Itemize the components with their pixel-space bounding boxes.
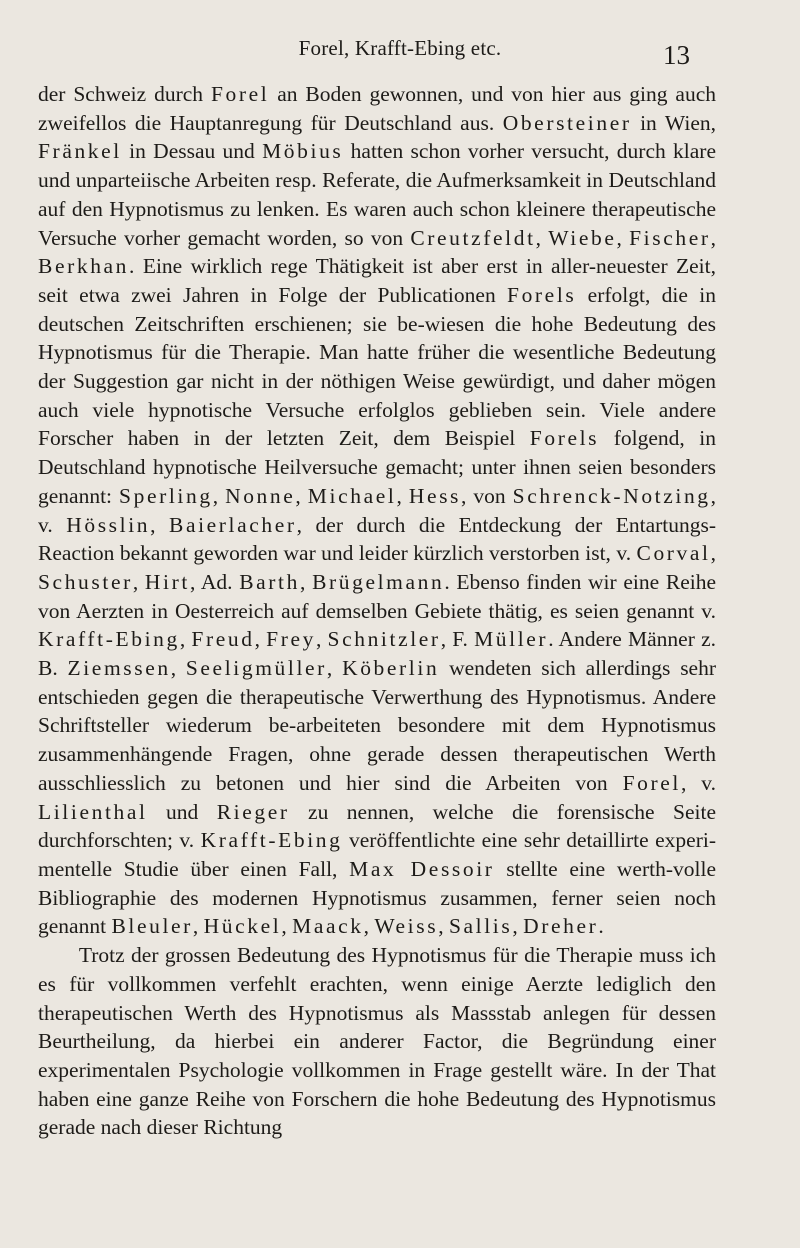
text-run: , der durch die Entdeckung der Entartungs-Reaction bekannt geworden war und leider kürzlich verstorben ist, v. [38, 512, 717, 566]
page-number: 13 [663, 40, 690, 70]
author-name: Möbius [262, 139, 344, 164]
text-run: Trotz der grossen Bedeutung des Hypnotismus für die Therapie muss ich es für vollkommen verfehlt erachten, wenn einige Aerzte lediglich den therapeutischen Werth des Hypnotismus als Massstab anlegen für dessen Beurtheilung, da hierbei ein anderer Factor, die Begründung einer experimentalen Psychologie vollkommen in Frage gestellt wäre. In der That haben eine ganze Reihe von Forschern die hohe Bedeutung des Hypnotismus gerade nach dieser Richtung [38, 943, 716, 1140]
text-run: , [512, 914, 524, 939]
text-run: an Boden gewonnen, und von hier aus ging auch zweifellos die Hauptanregung für Deutschland aus. [38, 82, 716, 135]
text-run: , [396, 483, 409, 508]
author-name: Michael [307, 483, 397, 508]
text-run: . Andere Männer z. B. [38, 627, 716, 681]
text-run: , [281, 914, 293, 939]
author-name: Köberlin [342, 656, 440, 681]
text-run: und [147, 799, 217, 824]
author-name: Bleuler [111, 914, 193, 939]
text-run: , [299, 569, 313, 594]
text-run: , [295, 483, 308, 508]
author-name: Berkhan [38, 254, 130, 279]
author-name: Nonne [225, 483, 296, 508]
author-name: Corval [636, 541, 711, 566]
text-run: folgend, in Deutschland hypnotische Heilversuche gemacht; unter ihnen seien besonders genannt: [38, 426, 716, 508]
author-name: Weiss [374, 914, 439, 939]
author-name: Wiebe [548, 225, 617, 250]
text-run: , [170, 656, 186, 681]
author-name: Forel [210, 82, 270, 106]
text-run: , [315, 627, 328, 652]
text-run: , [616, 225, 630, 250]
text-run: , [192, 914, 204, 939]
author-name: Obersteiner [502, 110, 632, 135]
text-run: , Ad. [189, 569, 240, 594]
text-run: , [179, 627, 192, 652]
paragraph [38, 80, 716, 941]
text-run: in Wien, [631, 110, 716, 135]
author-name: Seeligmüller [185, 656, 327, 681]
text-run: veröffentlichte eine sehr detaillirte experi-mentelle Studie über einen Fall, [38, 828, 716, 881]
text-run: , von [461, 483, 513, 508]
author-name: Forel [622, 770, 681, 795]
text-run: . [598, 914, 604, 939]
author-name: Dreher [523, 914, 599, 939]
author-name: Maack [292, 914, 364, 939]
author-name: Hückel [203, 914, 282, 939]
text-run: in Dessau und [121, 139, 263, 164]
author-name: Frey [266, 627, 316, 652]
text-run: wendeten sich allerdings sehr entschieden gegen die therapeutische Verwerthung des Hypnotismus. Andere Schriftsteller wiederum be-arbeiteten besondere mit dem Hypnotismus zusammenhängende Fragen, ohne gerade dessen therapeutischen Werth ausschliesslich zu betonen und hier sind die Arbeiten von [38, 656, 717, 795]
running-head-title: Forel, Krafft-Ebing etc. [298, 36, 502, 60]
text-run: stellte eine werth-volle Bibliographie des modernen Hypnotismus zusammen, ferner seien noch genannt [38, 856, 716, 939]
author-name: Forels [529, 426, 600, 451]
author-name: Barth [239, 569, 300, 594]
text-run: , [326, 656, 343, 681]
text-run: . Ebenso finden wir eine Reihe von Aerzten in Oesterreich auf demselben Gebiete thätig, es seien genannt v. [38, 569, 717, 623]
author-name: Sperling [119, 483, 213, 508]
text-run: hatten schon vorher versucht, durch klare und unparteiische Arbeiten resp. Referate, die Aufmerksamkeit in Deutschland auf den Hypnotismus zu lenken. Es waren auch schon kleinere therapeutische Versuche vorher gemacht worden, so von [38, 139, 716, 250]
author-name: Schrenck-Notzing [512, 483, 711, 508]
author-name: Hösslin [66, 512, 151, 537]
author-name: Forels [507, 282, 577, 307]
text-run: erfolgt, die in deutschen Zeitschriften erschienen; sie be-wiesen die hohe Bedeutung des Hypnotismus für die Therapie. Man hatte früher die wesentliche Bedeutung der Suggestion gar nicht in der nöthigen Weise gewürdigt, und daher mögen auch viele hypnotische Versuche erfolglos geblieben sein. Viele andere Forscher haben in der letzten Zeit, dem Beispiel [38, 282, 716, 451]
author-name: Fischer [629, 225, 711, 250]
author-name: Max Dessoir [349, 856, 495, 881]
author-name: Brügelmann [312, 569, 445, 594]
text-run: . Eine wirklich rege Thätigkeit ist aber erst in aller-neuester Zeit, seit etwa zwei Jahren in Folge der Publicationen [38, 254, 716, 307]
author-name: Müller [474, 627, 549, 652]
author-name: Rieger [216, 799, 290, 824]
author-name: Hess [408, 483, 462, 508]
text-run: , F. [440, 627, 475, 652]
author-name: Sallis [448, 914, 513, 939]
author-name: Schnitzler [327, 627, 441, 652]
running-head [0, 34, 800, 74]
text-run: , [363, 914, 375, 939]
author-name: Baierlacher [169, 512, 297, 537]
author-name: Freud [191, 627, 255, 652]
body-text [38, 80, 716, 1142]
author-name: Krafft-Ebing [38, 627, 180, 652]
author-name: Schuster [38, 569, 133, 594]
author-name: Hirt [144, 569, 190, 594]
text-run: , [710, 225, 716, 250]
author-name: Lilienthal [38, 799, 148, 824]
text-run: , [132, 569, 145, 594]
text-run: , v. [38, 483, 717, 537]
text-run: zu nennen, welche die forensische Seite durchforschten; v. [38, 799, 716, 853]
author-name: Ziemssen [67, 656, 171, 681]
author-name: Fränkel [38, 139, 122, 164]
text-run: , [438, 914, 449, 939]
text-run: der Schweiz durch [38, 82, 211, 106]
author-name: Creutzfeldt [410, 225, 536, 250]
text-run: , [535, 225, 549, 250]
author-name: Krafft-Ebing [200, 828, 343, 853]
text-run: , [710, 541, 716, 566]
paragraph [38, 941, 716, 1142]
text-run: , [212, 483, 226, 508]
text-run: , v. [680, 770, 717, 795]
text-run: , [254, 627, 267, 652]
text-run: , [150, 512, 169, 537]
